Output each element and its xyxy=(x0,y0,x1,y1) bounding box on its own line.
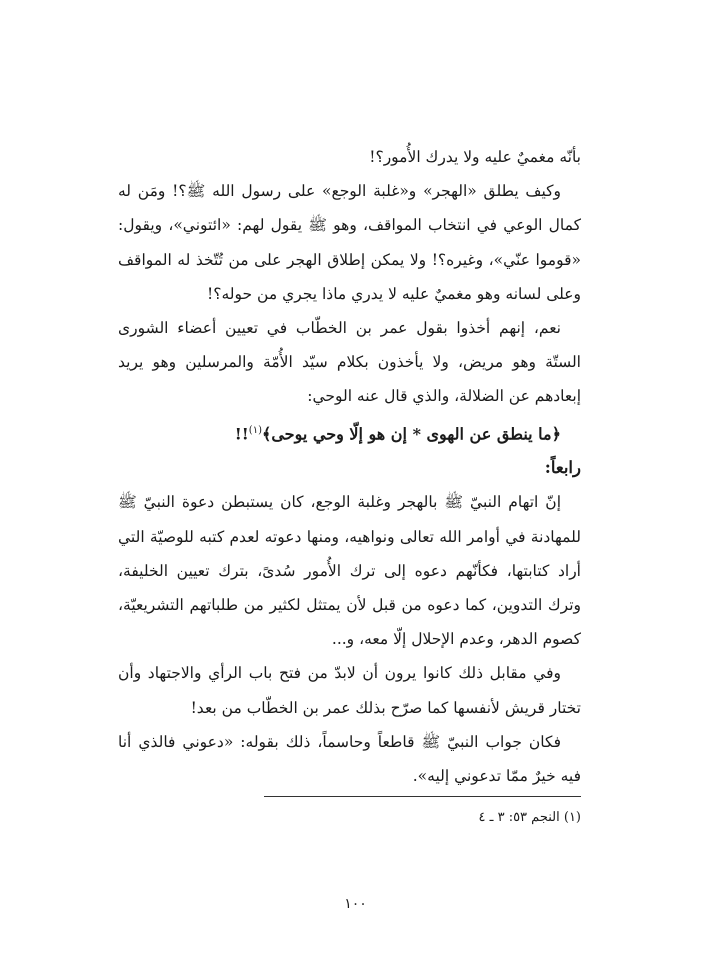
page-number: ١٠٠ xyxy=(344,896,367,912)
paragraph-6: فكان جواب النبيّ ﷺ قاطعاً وحاسماً، ذلك بقوله: «دعوني فالذي أنا فيه خيرٌ ممّا تدعوني إليه». xyxy=(118,732,581,785)
footnote: (١) النجم ٥٣: ٣ ـ ٤ xyxy=(478,810,581,825)
page-body xyxy=(118,140,581,793)
paragraph-3: نعم، إنهم أخذوا بقول عمر بن الخطّاب في تعيين أعضاء الشورى الستّة وهو مريض، ولا يأخذون بكلام سيّد الأُمّة والمرسلين وهو يريد إبعادهم عن الضلالة، والذي قال عنه الوحي: xyxy=(118,319,581,406)
quran-verse-end: !! xyxy=(234,423,249,443)
paragraph-5: وفي مقابل ذلك كانوا يرون أن لابدّ من فتح باب الرأي والاجتهاد وأن تختار قريش لأنفسها كما صرّح بذلك عمر بن الخطّاب من بعد! xyxy=(118,664,581,717)
footnote-ref[interactable]: (١) xyxy=(248,424,262,436)
paragraph-1: بأنّه مغميٌ عليه ولا يدرك الأُمور؟! xyxy=(369,148,581,166)
paragraph-4: إنّ اتهام النبيّ ﷺ بالهجر وغلبة الوجع، كان يستبطن دعوة النبيّ ﷺ للمهادنة في أوامر الله تعالى ونواهيه، ومنها دعوته لعدم كتبه للوصيّة التي أراد كتابتها، فكأنّهم دعوه إلى ترك الأُمور سُدىً، بترك تعيين الخليفة، وترك التدوين، كما دعوه من قبل لأن يمتثل لكثير من طلباتهم التشريعيّة، كصوم الدهر، وعدم الإحلال إلّا معه، و... xyxy=(118,493,581,649)
footnote-divider xyxy=(264,796,581,797)
quran-verse-line xyxy=(118,414,581,452)
section-heading: رابعاً: xyxy=(544,458,581,478)
quran-verse: ﴿ما ينطق عن الهوى * إن هو إلّا وحي يوحى﴾ xyxy=(261,423,561,443)
paragraph-2: وكيف يطلق «الهجر» و«غلبة الوجع» على رسول الله ﷺ؟! ومَن له كمال الوعي في انتخاب المواقف، وهو ﷺ يقول لهم: «ائتوني»، ويقول: «قوموا عنّي»، وغيره؟! ولا يمكن إطلاق الهجر على من تُتّخذ له المواقف وعلى لسانه وهو مغميٌ عليه لا يدري ماذا يجري من حوله؟! xyxy=(118,182,581,303)
